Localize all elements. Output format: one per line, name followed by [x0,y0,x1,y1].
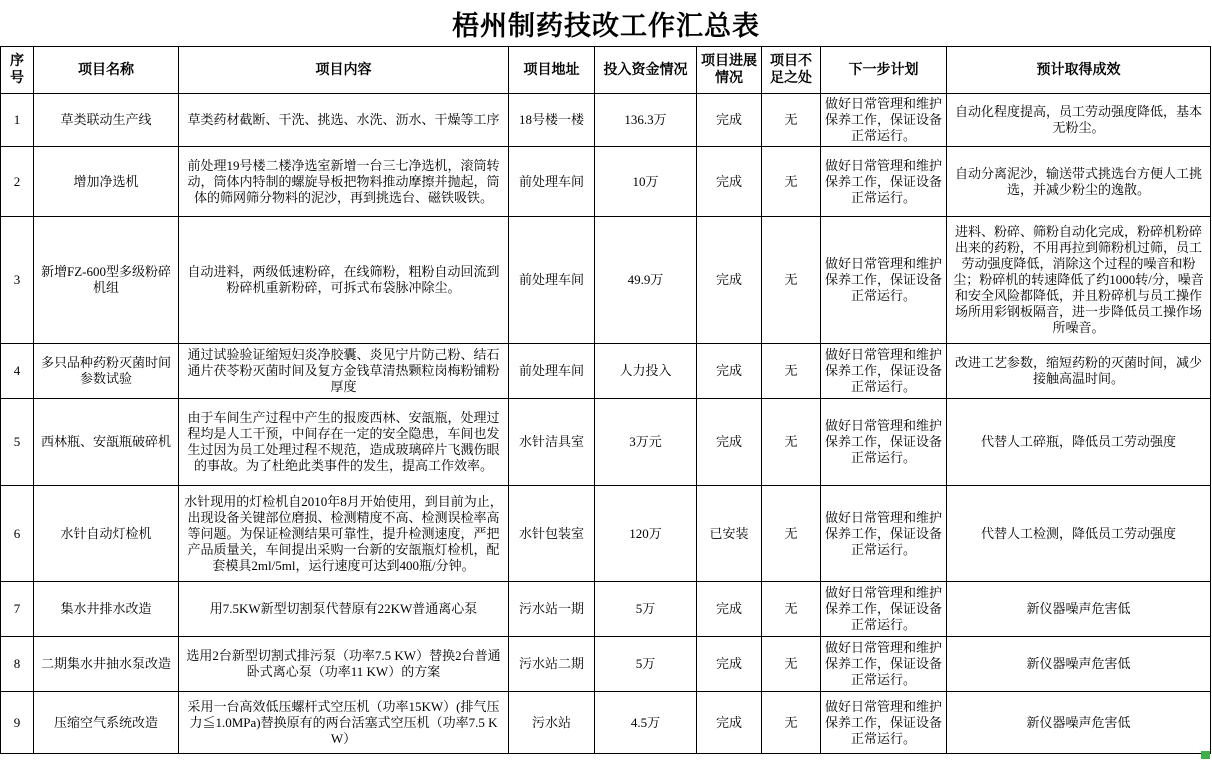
cell-project-address[interactable]: 污水站一期 [509,582,595,637]
cell-project-address[interactable]: 水针洁具室 [509,399,595,486]
cell-project-content[interactable]: 选用2台新型切割式排污泵（功率7.5 KW）替换2台普通卧式离心泵（功率11 KW）的方案 [179,637,509,692]
cell-progress[interactable]: 完成 [697,637,762,692]
cell-serial[interactable]: 6 [1,486,34,582]
cell-project-content[interactable]: 由于车间生产过程中产生的报废西林、安瓿瓶，处理过程均是人工干预，中间存在一定的安全隐患，车间也发生过因为员工处理过程不规范，造成玻璃碎片飞溅伤眼的事故。为了杜绝此类事件的发生，提高工作效率。 [179,399,509,486]
cell-serial[interactable]: 8 [1,637,34,692]
cell-serial[interactable]: 3 [1,217,34,344]
header-shortcomings[interactable]: 项目不足之处 [762,47,821,94]
cell-project-address[interactable]: 前处理车间 [509,217,595,344]
table-row [1,344,1211,399]
cell-next-plan[interactable]: 做好日常管理和维护保养工作，保证设备正常运行。 [821,692,947,754]
header-progress[interactable]: 项目进展情况 [697,47,762,94]
cell-progress[interactable]: 完成 [697,692,762,754]
cell-project-content[interactable]: 水针现用的灯检机自2010年8月开始使用，到目前为止，出现设备关键部位磨损、检测精度不高、检测误检率高等问题。为保证检测结果可靠性，提升检测速度，严把产品质量关，车间提出采购一台新的安瓿瓶灯检机，配套模具2ml/5ml，运行速度可达到400瓶/分钟。 [179,486,509,582]
cell-next-plan[interactable]: 做好日常管理和维护保养工作，保证设备正常运行。 [821,399,947,486]
cell-progress[interactable]: 已安装 [697,486,762,582]
cell-next-plan[interactable]: 做好日常管理和维护保养工作，保证设备正常运行。 [821,217,947,344]
cell-project-address[interactable]: 污水站 [509,692,595,754]
table-row [1,486,1211,582]
cell-progress[interactable]: 完成 [697,344,762,399]
cell-next-plan[interactable]: 做好日常管理和维护保养工作，保证设备正常运行。 [821,486,947,582]
header-row [1,47,1211,94]
cell-serial[interactable]: 4 [1,344,34,399]
cell-next-plan[interactable]: 做好日常管理和维护保养工作，保证设备正常运行。 [821,147,947,217]
cell-expected-results[interactable]: 改进工艺参数，缩短药粉的灭菌时间，减少接触高温时间。 [947,344,1211,399]
cell-expected-results[interactable]: 新仪器噪声危害低 [947,637,1211,692]
cell-project-name[interactable]: 西林瓶、安瓿瓶破碎机 [34,399,179,486]
cell-next-plan[interactable]: 做好日常管理和维护保养工作，保证设备正常运行。 [821,344,947,399]
cell-progress[interactable]: 完成 [697,582,762,637]
header-expected-results[interactable]: 预计取得成效 [947,47,1211,94]
cell-serial[interactable]: 1 [1,94,34,147]
header-project-address[interactable]: 项目地址 [509,47,595,94]
cell-investment[interactable]: 5万 [595,582,697,637]
table-row [1,147,1211,217]
cell-project-content[interactable]: 用7.5KW新型切割泵代替原有22KW普通离心泵 [179,582,509,637]
cell-investment[interactable]: 5万 [595,637,697,692]
cell-project-name[interactable]: 压缩空气系统改造 [34,692,179,754]
cell-expected-results[interactable]: 新仪器噪声危害低 [947,582,1211,637]
table-row [1,94,1211,147]
table-row [1,582,1211,637]
cell-expected-results[interactable]: 代替人工检测，降低员工劳动强度 [947,486,1211,582]
cell-project-name[interactable]: 水针自动灯检机 [34,486,179,582]
table-row [1,399,1211,486]
cell-project-name[interactable]: 新增FZ-600型多级粉碎机组 [34,217,179,344]
cell-serial[interactable]: 5 [1,399,34,486]
selection-fill-handle[interactable] [1201,751,1210,759]
cell-project-name[interactable]: 二期集水井抽水泵改造 [34,637,179,692]
cell-project-address[interactable]: 前处理车间 [509,147,595,217]
cell-project-content[interactable]: 前处理19号楼二楼净选室新增一台三七净选机，滚筒转动，筒体内特制的螺旋导板把物料推动摩擦并抛起，筒体的筛网筛分物料的泥沙，再到挑选台、磁铁吸铁。 [179,147,509,217]
cell-serial[interactable]: 2 [1,147,34,217]
cell-investment[interactable]: 136.3万 [595,94,697,147]
cell-serial[interactable]: 7 [1,582,34,637]
cell-shortcomings[interactable]: 无 [762,94,821,147]
cell-project-name[interactable]: 集水井排水改造 [34,582,179,637]
cell-next-plan[interactable]: 做好日常管理和维护保养工作，保证设备正常运行。 [821,94,947,147]
cell-progress[interactable]: 完成 [697,94,762,147]
cell-serial[interactable]: 9 [1,692,34,754]
cell-shortcomings[interactable]: 无 [762,399,821,486]
cell-investment[interactable]: 人力投入 [595,344,697,399]
cell-project-name[interactable]: 草类联动生产线 [34,94,179,147]
cell-shortcomings[interactable]: 无 [762,582,821,637]
cell-project-address[interactable]: 水针包装室 [509,486,595,582]
table-row [1,217,1211,344]
cell-project-content[interactable]: 通过试验验证缩短妇炎净胶囊、炎见宁片防己粉、结石通片茯苓粉灭菌时间及复方金钱草清热颗粒岗梅粉铺粉厚度 [179,344,509,399]
cell-shortcomings[interactable]: 无 [762,344,821,399]
header-next-plan[interactable]: 下一步计划 [821,47,947,94]
cell-next-plan[interactable]: 做好日常管理和维护保养工作，保证设备正常运行。 [821,582,947,637]
title-bar [0,0,1212,46]
summary-table [0,46,1211,754]
cell-shortcomings[interactable]: 无 [762,486,821,582]
cell-project-address[interactable]: 污水站二期 [509,637,595,692]
cell-project-address[interactable]: 前处理车间 [509,344,595,399]
table-row [1,637,1211,692]
header-serial[interactable]: 序号 [1,47,34,94]
cell-investment[interactable]: 10万 [595,147,697,217]
cell-investment[interactable]: 4.5万 [595,692,697,754]
page-title: 梧州制药技改工作汇总表 [452,10,760,41]
cell-expected-results[interactable]: 自动化程度提高，员工劳动强度降低，基本无粉尘。 [947,94,1211,147]
cell-shortcomings[interactable]: 无 [762,692,821,754]
cell-project-content[interactable]: 自动进料，两级低速粉碎，在线筛粉，粗粉自动回流到粉碎机重新粉碎，可拆式布袋脉冲除尘。 [179,217,509,344]
cell-project-content[interactable]: 采用一台高效低压螺杆式空压机（功率15KW）(排气压力≦1.0MPa)替换原有的两台活塞式空压机（功率7.5 KW） [179,692,509,754]
cell-project-name[interactable]: 增加净选机 [34,147,179,217]
cell-progress[interactable]: 完成 [697,399,762,486]
cell-investment[interactable]: 49.9万 [595,217,697,344]
cell-investment[interactable]: 3万元 [595,399,697,486]
cell-progress[interactable]: 完成 [697,147,762,217]
cell-expected-results[interactable]: 新仪器噪声危害低 [947,692,1211,754]
cell-investment[interactable]: 120万 [595,486,697,582]
table-row [1,692,1211,754]
header-project-name[interactable]: 项目名称 [34,47,179,94]
cell-project-content[interactable]: 草类药材截断、干洗、挑选、水洗、沥水、干燥等工序 [179,94,509,147]
cell-next-plan[interactable]: 做好日常管理和维护保养工作，保证设备正常运行。 [821,637,947,692]
cell-project-name[interactable]: 多只品种药粉灭菌时间参数试验 [34,344,179,399]
cell-shortcomings[interactable]: 无 [762,147,821,217]
cell-project-address[interactable]: 18号楼一楼 [509,94,595,147]
cell-expected-results[interactable]: 进料、粉碎、筛粉自动化完成，粉碎机粉碎出来的药粉，不用再拉到筛粉机过筛，员工劳动强度降低，消除这个过程的噪音和粉尘；粉碎机的转速降低了约1000转/分，噪音和安全风险都降低，并且粉碎机与员工操作场所用彩钢板隔音，进一步降低员工操作场所噪音。 [947,217,1211,344]
cell-expected-results[interactable]: 代替人工碎瓶，降低员工劳动强度 [947,399,1211,486]
cell-expected-results[interactable]: 自动分离泥沙，输送带式挑选台方便人工挑选，并减少粉尘的逸散。 [947,147,1211,217]
header-investment[interactable]: 投入资金情况 [595,47,697,94]
cell-progress[interactable]: 完成 [697,217,762,344]
cell-shortcomings[interactable]: 无 [762,217,821,344]
header-project-content[interactable]: 项目内容 [179,47,509,94]
cell-shortcomings[interactable]: 无 [762,637,821,692]
